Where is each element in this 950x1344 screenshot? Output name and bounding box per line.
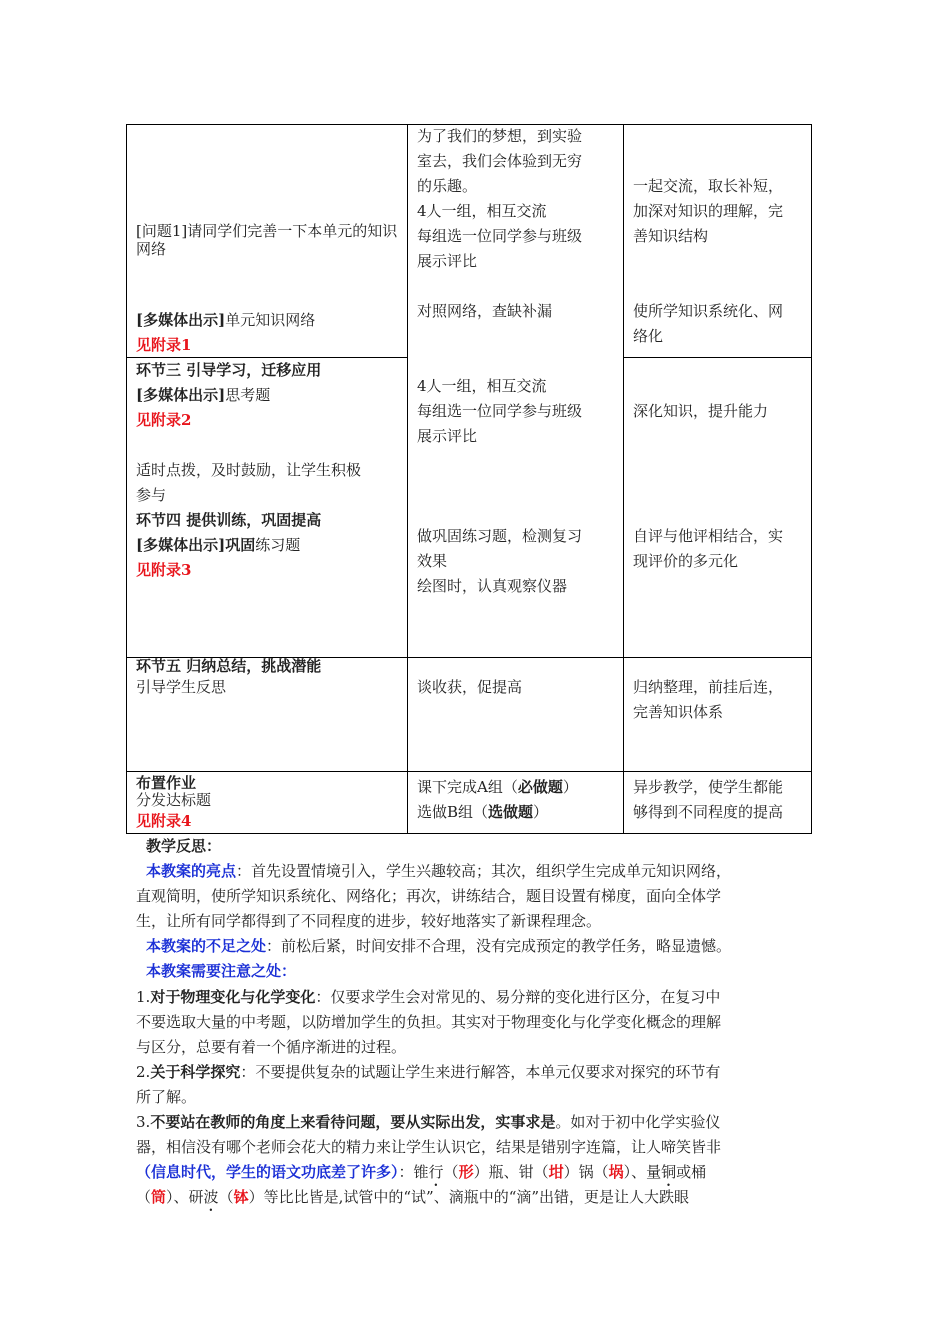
guidance-note: 适时点拨，及时鼓励，让学生积极: [136, 461, 362, 479]
homework-group-b-text: 选做B组（: [417, 803, 489, 821]
row2-right-line: 深化知识，提升能力: [633, 402, 769, 420]
attention-item-2: [136, 1060, 812, 1086]
row1-mid-line: 室去，我们会体验到无穷: [417, 152, 583, 170]
row2-right-line: 自评与他评相结合，实: [633, 527, 784, 545]
homework-group-b: [417, 800, 548, 825]
highlight-line: 生，让所有同学都得到了不同程度的进步，较好地落实了新课程理念。: [136, 912, 602, 930]
multimedia-text: 单元知识网络: [225, 311, 316, 329]
item-1-title: 对于物理变化与化学变化: [150, 988, 316, 1006]
reflection-heading: 教学反思：: [146, 837, 222, 855]
correct-char: 形: [458, 1163, 474, 1181]
multimedia-tag: [多媒体出示]: [136, 311, 226, 329]
typo-text: ）瓶、钳（: [473, 1163, 549, 1181]
typo-text: ）等比比皆是,试管中的“试”、滴瓶中的“滴”出错，更是让人大跌眼: [248, 1188, 690, 1206]
typo-text: （: [136, 1188, 152, 1206]
homework-group-a: [417, 775, 578, 800]
multimedia-tag: [多媒体出示]: [136, 536, 226, 554]
multimedia-exercise: [136, 533, 300, 558]
table-divider-2: [623, 124, 624, 834]
row3-right-line: 完善知识体系: [633, 703, 724, 721]
stage-4-title: 环节四 提供训练，巩固提高: [136, 511, 322, 529]
multimedia-text: 思考题: [225, 386, 271, 404]
item-number: 2.: [136, 1063, 151, 1081]
homework-group-a-close: ）: [562, 778, 578, 796]
homework-text: 分发达标题: [136, 791, 212, 809]
row1-right-line: 一起交流，取长补短，: [633, 177, 784, 195]
item-2-text: ：不要提供复杂的试题让学生来进行解答，本单元仅要求对探究的环节有: [240, 1063, 721, 1081]
shortcoming-label: 本教案的不足之处: [146, 937, 267, 955]
multimedia-bold: 巩固: [225, 536, 256, 554]
appendix-link-4[interactable]: 见附录4: [136, 812, 192, 830]
row1-mid-line: 展示评比: [417, 252, 478, 270]
table-border-left: [126, 124, 127, 834]
row1-mid-line: 为了我们的梦想，到实验: [417, 127, 583, 145]
row2-right-line: 现评价的多元化: [633, 552, 739, 570]
appendix-link-2[interactable]: 见附录2: [136, 411, 192, 429]
table-border-right: [811, 124, 812, 834]
item-number: 1.: [136, 988, 151, 1006]
item-3-title: 不要站在教师的角度上来看待问题，要从实际出发，实事求是: [150, 1113, 556, 1131]
typo-text: ：锥: [398, 1163, 429, 1181]
multimedia-thinking: [136, 383, 270, 408]
row3-right-line: 归纳整理，前挂后连，: [633, 678, 784, 696]
item-2-title: 关于科学探究: [150, 1063, 241, 1081]
correct-char: 钵: [233, 1188, 249, 1206]
attention-item-3-cont: 器，相信没有哪个老师会花大的精力来让学生认识它，结果是错别字连篇，让人啼笑皆非: [136, 1138, 722, 1156]
appendix-link-3[interactable]: 见附录3: [136, 561, 192, 579]
multimedia-network: [136, 308, 404, 333]
row1-right-line: 络化: [633, 327, 664, 345]
correct-char: 筒: [151, 1188, 167, 1206]
row2-mid-line: 绘图时，认真观察仪器: [417, 577, 568, 595]
table-row-divider: [623, 357, 812, 358]
row2-mid-line: 每组选一位同学参与班级: [417, 402, 583, 420]
table-row-divider: [126, 771, 812, 772]
homework-group-b-close: ）: [533, 803, 549, 821]
attention-item-3-cont: [136, 1185, 812, 1215]
question-1: [136, 222, 404, 258]
highlight-line: [146, 859, 822, 885]
attention-heading: 本教案需要注意之处：: [146, 962, 297, 980]
typo-text: （: [218, 1188, 234, 1206]
row2-mid-line: 展示评比: [417, 427, 478, 445]
table-divider-1: [407, 124, 408, 834]
info-age-note: （信息时代，学生的语文功底差了许多）: [136, 1163, 399, 1181]
typo-text: ）、量: [623, 1163, 662, 1181]
row3-mid-line: 谈收获，促提高: [417, 678, 523, 696]
row4-right-line: 异步教学，使学生都能: [633, 778, 784, 796]
typo-mark: 波: [203, 1188, 219, 1206]
row4-right-line: 够得到不同程度的提高: [633, 803, 784, 821]
attention-item-1-cont: 不要选取大量的中考题，以防增加学生的负担。其实对于物理变化与化学变化概念的理解: [136, 1013, 722, 1031]
multimedia-text: 练习题: [255, 536, 301, 554]
appendix-link-1[interactable]: 见附录1: [136, 336, 192, 354]
attention-item-1-cont: 与区分，总要有着一个循序渐进的过程。: [136, 1038, 407, 1056]
item-number: 3.: [136, 1113, 151, 1131]
attention-item-3: [136, 1110, 812, 1136]
homework-title: 布置作业: [136, 774, 197, 792]
item-1-text: ：仅要求学生会对常见的、易分辩的变化进行区分，在复习中: [315, 988, 721, 1006]
typo-mark: 铜: [661, 1163, 677, 1181]
row2-mid-line: 做巩固练习题，检测复习: [417, 527, 583, 545]
optional-label: 选做题: [488, 803, 534, 821]
row1-right-line: 使所学知识系统化、网: [633, 302, 784, 320]
homework-group-a-text: 课下完成A组（: [417, 778, 518, 796]
attention-item-2-cont: 所了解。: [136, 1088, 197, 1106]
item-3-text: 。如对于初中化学实验仪: [555, 1113, 721, 1131]
stage-3-title: 环节三 引导学习，迁移应用: [136, 361, 322, 379]
attention-item-1: [136, 985, 812, 1011]
stage-5-title: 环节五 归纳总结，挑战潜能: [136, 657, 322, 675]
typo-text: （: [443, 1163, 459, 1181]
row1-mid-line: 的乐趣。: [417, 177, 478, 195]
row1-right-line: 加深对知识的理解，完: [633, 202, 784, 220]
multimedia-tag: [多媒体出示]: [136, 386, 226, 404]
highlight-line: 直观简明，使所学知识系统化、网络化；再次，讲练结合，题目设置有梯度，面向全体学: [136, 887, 722, 905]
question-1-text: [问题1]请同学们完善一下本单元的知识网络: [136, 222, 398, 258]
row1-mid-line: 对照网络，查缺补漏: [417, 302, 553, 320]
guidance-note: 参与: [136, 486, 167, 504]
typo-text: 或桶: [676, 1163, 707, 1181]
highlight-text: ：首先设置情境引入，学生兴趣较高；其次，组织学生完成单元知识网络，: [236, 862, 732, 880]
typo-mark: 行: [428, 1163, 444, 1181]
row1-mid-line: 4人一组，相互交流: [417, 202, 547, 220]
row2-mid-line: 4人一组，相互交流: [417, 377, 547, 395]
row2-mid-line: 效果: [417, 552, 448, 570]
shortcoming-text: ：前松后紧，时间安排不合理，没有完成预定的教学任务，略显遗憾。: [266, 937, 732, 955]
row1-mid-line: 每组选一位同学参与班级: [417, 227, 583, 245]
correct-char: 坩: [548, 1163, 564, 1181]
highlight-label: 本教案的亮点: [146, 862, 237, 880]
typo-text: ）、研: [166, 1188, 204, 1206]
typo-text: ）锅（: [563, 1163, 609, 1181]
row1-right-line: 善知识结构: [633, 227, 709, 245]
correct-char: 埚: [608, 1163, 624, 1181]
shortcoming-line: [146, 934, 822, 960]
required-label: 必做题: [517, 778, 563, 796]
stage-5-text: 引导学生反思: [136, 678, 227, 696]
